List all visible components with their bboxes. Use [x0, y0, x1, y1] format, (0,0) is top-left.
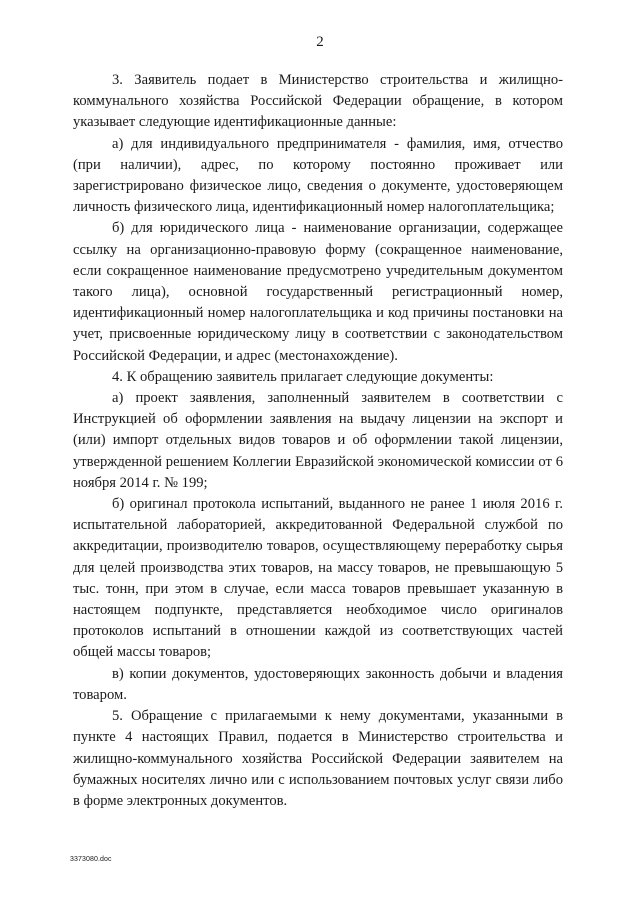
document-body [73, 70, 563, 812]
paragraph-4v: в) копии документов, удостоверяющих законность добычи и владения товаром. [73, 665, 563, 703]
footer-file-code: 3373080.doc [70, 856, 112, 863]
paragraph-4a: а) проект заявления, заполненный заявителем в соответствии с Инструкцией об оформлении заявления на выдачу лицензии на экспорт и (или) импорт отдельных видов товаров и об оформлении такой лицензии, утвержденной решением Коллегии Евразийской экономической комиссии от 6 ноября 2014 г. № 199; [73, 390, 563, 491]
paragraph-3b: б) для юридического лица - наименование организации, содержащее ссылку на организационно-правовую форму (сокращенное наименование, если сокращенное наименование предусмотрено учредительным документом такого лица), основной государственный регистрационный номер, идентификационный номер налогоплательщика и код причины постановки на учет, присвоенные юридическому лицу в соответствии с законодательством Российской Федерации, и адрес (местонахождение). [73, 220, 563, 364]
page-number: 2 [316, 34, 324, 50]
paragraph-5: 5. Обращение с прилагаемыми к нему документами, указанными в пункте 4 настоящих Правил, подается в Министерство строительства и жилищно-коммунального хозяйства Российской Федерации заявителем на бумажных носителях лично или с использованием почтовых услуг связи либо в форме электронных документов. [73, 708, 563, 809]
paragraph-4b: б) оригинал протокола испытаний, выданного не ранее 1 июля 2016 г. испытательной лабораторией, аккредитованной Федеральной службой по аккредитации, производителю товаров, осуществляющему переработку сырья для целей производства этих товаров, на массу товаров, не превышающую 5 тыс. тонн, при этом в случае, если масса товаров превышает указанную в настоящем подпункте, представляется необходимое число оригиналов протоколов испытаний в отношении каждой из соответствующих частей общей массы товаров; [73, 496, 563, 661]
paragraph-4: 4. К обращению заявитель прилагает следующие документы: [112, 368, 494, 385]
paragraph-3a: а) для индивидуального предпринимателя - фамилия, имя, отчество (при наличии), адрес, по которому постоянно проживает или зарегистрировано физическое лицо, сведения о документе, удостоверяющем личность физического лица, идентификационный номер налогоплательщика; [73, 135, 563, 216]
paragraph-3: 3. Заявитель подает в Министерство строительства и жилищно-коммунального хозяйства Российской Федерации обращение, в котором указывает следующие идентификационные данные: [73, 72, 563, 131]
